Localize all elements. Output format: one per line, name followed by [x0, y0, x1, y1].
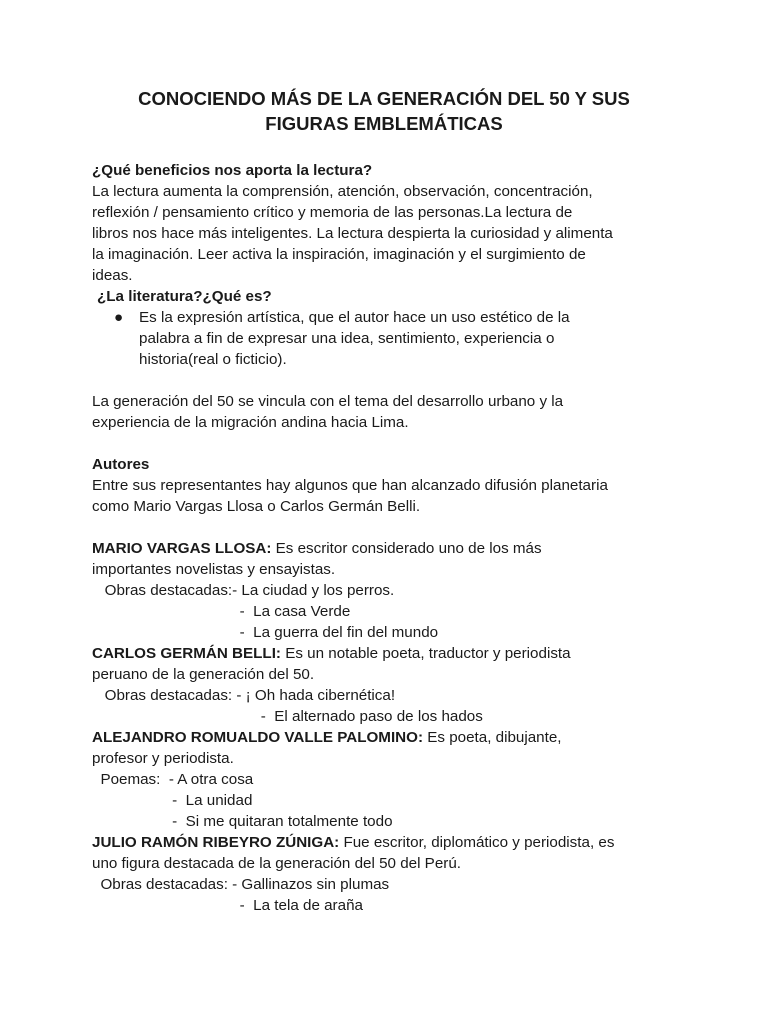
author-description: Es escritor considerado uno de los más — [271, 540, 542, 557]
answer-line: la imaginación. Leer activa la inspiración, imaginación y el surgimiento de — [92, 246, 586, 263]
author-description: Es un notable poeta, traductor y periodista — [281, 645, 571, 662]
author-name: CARLOS GERMÁN BELLI: — [92, 645, 281, 662]
spacer — [92, 370, 682, 391]
spacer — [92, 433, 682, 454]
answer-line: reflexión / pensamiento crítico y memoria de las personas.La lectura de — [92, 204, 573, 221]
generation-paragraph — [92, 391, 682, 433]
paragraph-line: La generación del 50 se vincula con el tema del desarrollo urbano y la — [92, 393, 564, 410]
question-literature: ¿La literatura?¿Qué es? — [97, 288, 272, 305]
question-reading-benefits: ¿Qué beneficios nos aporta la lectura? — [92, 162, 373, 179]
author-description: profesor y periodista. — [92, 750, 234, 767]
reading-benefits-answer — [92, 181, 682, 286]
works-line: Obras destacadas: - Gallinazos sin plumas — [92, 876, 390, 893]
works-line: - La tela de araña — [92, 897, 363, 914]
author-name: ALEJANDRO ROMUALDO VALLE PALOMINO: — [92, 729, 424, 746]
answer-line: ideas. — [92, 267, 133, 284]
paragraph-line: experiencia de la migración andina hacia Lima. — [92, 414, 409, 431]
bullet-line: palabra a fin de expresar una idea, sentimiento, experiencia o — [139, 330, 555, 347]
works-line: - La guerra del fin del mundo — [92, 624, 439, 641]
works-line: - El alternado paso de los hados — [92, 708, 483, 725]
authors-intro — [92, 475, 682, 517]
paragraph-line: como Mario Vargas Llosa o Carlos Germán Belli. — [92, 498, 421, 515]
works-line: - La casa Verde — [92, 603, 351, 620]
bullet-line: Es la expresión artística, que el autor hace un uso estético de la — [139, 309, 570, 326]
authors-heading: Autores — [92, 456, 150, 473]
author-entry — [92, 727, 682, 832]
works-line: - Si me quitaran totalmente todo — [92, 813, 393, 830]
document-title — [92, 86, 676, 136]
author-description: importantes novelistas y ensayistas. — [92, 561, 336, 578]
author-entry — [92, 538, 682, 643]
author-description: uno figura destacada de la generación del 50 del Perú. — [92, 855, 461, 872]
author-description: Es poeta, dibujante, — [423, 729, 562, 746]
paragraph-line: Entre sus representantes hay algunos que han alcanzado difusión planetaria — [92, 477, 608, 494]
answer-line: libros nos hace más inteligentes. La lectura despierta la curiosidad y alimenta — [92, 225, 613, 242]
answer-line: La lectura aumenta la comprensión, atención, observación, concentración, — [92, 183, 593, 200]
works-line: - La unidad — [92, 792, 253, 809]
works-line: Obras destacadas: - ¡ Oh hada cibernética! — [92, 687, 396, 704]
works-line: Poemas: - A otra cosa — [92, 771, 254, 788]
document-page — [92, 86, 682, 916]
literature-bullet — [92, 307, 682, 370]
author-description: peruano de la generación del 50. — [92, 666, 315, 683]
author-description: Fue escritor, diplomático y periodista, es — [339, 834, 615, 851]
bullet-icon: ● — [114, 309, 124, 326]
author-name: MARIO VARGAS LLOSA: — [92, 540, 272, 557]
author-entry — [92, 643, 682, 727]
bullet-line: historia(real o ficticio). — [139, 351, 287, 368]
author-name: JULIO RAMÓN RIBEYRO ZÚNIGA: — [92, 834, 340, 851]
title-line-2: FIGURAS EMBLEMÁTICAS — [265, 113, 503, 134]
works-line: Obras destacadas:- La ciudad y los perros. — [92, 582, 395, 599]
title-line-1: CONOCIENDO MÁS DE LA GENERACIÓN DEL 50 Y SUS — [138, 88, 630, 109]
spacer — [92, 517, 682, 538]
author-entry — [92, 832, 682, 916]
